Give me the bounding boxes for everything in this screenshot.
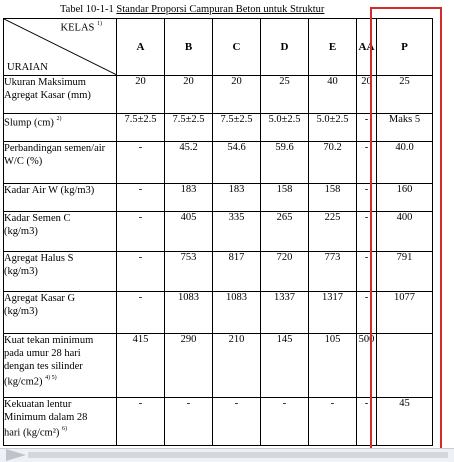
value-cell: -: [357, 252, 377, 292]
row-label: [4, 184, 117, 212]
row-label: [4, 292, 117, 334]
value-cell: 5.0±2.5: [309, 114, 357, 142]
table-row: [4, 334, 433, 398]
kelas-note: 1): [97, 21, 102, 27]
table-row: [4, 76, 433, 114]
value-cell: -: [165, 398, 213, 446]
value-cell: -: [117, 212, 165, 252]
row-label: [4, 142, 117, 184]
value-cell: -: [357, 184, 377, 212]
row-label-line: (kg/m3): [4, 266, 38, 277]
value-cell: -: [117, 252, 165, 292]
value-cell: 25: [377, 76, 433, 114]
value-cell: 70.2: [309, 142, 357, 184]
row-label-line: Kadar Air W (kg/m3): [4, 185, 95, 196]
table-title: [60, 4, 390, 15]
value-cell: 405: [165, 212, 213, 252]
value-cell: 290: [165, 334, 213, 398]
footer-arrow-icon: [6, 449, 26, 461]
value-cell: 7.5±2.5: [213, 114, 261, 142]
value-cell: 1337: [261, 292, 309, 334]
value-cell: 773: [309, 252, 357, 292]
corner-cell: [4, 19, 117, 76]
value-cell: 7.5±2.5: [117, 114, 165, 142]
footer-strip: [28, 452, 448, 458]
mix-proportion-table: [3, 18, 433, 446]
table-body: [4, 76, 433, 446]
value-cell: 160: [377, 184, 433, 212]
value-cell: 210: [213, 334, 261, 398]
table-row: [4, 114, 433, 142]
value-cell: 265: [261, 212, 309, 252]
value-cell: -: [357, 142, 377, 184]
uraian-label: URAIAN: [7, 62, 48, 73]
row-label: [4, 252, 117, 292]
column-header-d: D: [261, 19, 309, 76]
column-header-a: A: [117, 19, 165, 76]
kelas-label: KELAS $^{1)}$: [60, 21, 102, 34]
value-cell: -: [357, 212, 377, 252]
row-label: [4, 334, 117, 398]
row-label-line: (kg/m3): [4, 306, 38, 317]
column-header-b: B: [165, 19, 213, 76]
column-header-c: C: [213, 19, 261, 76]
value-cell: 183: [165, 184, 213, 212]
row-label-line: Ukuran Maksimum: [4, 77, 86, 88]
row-label: [4, 212, 117, 252]
row-label-line: Agregat Kasar (mm): [4, 90, 91, 101]
value-cell: -: [357, 292, 377, 334]
row-label: [4, 114, 117, 142]
table-title-prefix: Tabel 10-1-1: [60, 4, 117, 15]
row-label-line: Agregat Kasar G: [4, 293, 76, 304]
value-cell: 20: [357, 76, 377, 114]
value-cell: 105: [309, 334, 357, 398]
row-label-line: Kuat tekan minimum: [4, 335, 94, 346]
value-cell: 20: [165, 76, 213, 114]
value-cell: -: [357, 398, 377, 446]
value-cell: [377, 334, 433, 398]
value-cell: 20: [117, 76, 165, 114]
value-cell: 415: [117, 334, 165, 398]
value-cell: -: [117, 142, 165, 184]
row-label-line: dengan tes silinder: [4, 361, 83, 372]
value-cell: -: [213, 398, 261, 446]
footnote-marker: 2): [56, 116, 62, 122]
value-cell: 25: [261, 76, 309, 114]
value-cell: 45: [377, 398, 433, 446]
value-cell: 7.5±2.5: [165, 114, 213, 142]
value-cell: -: [117, 184, 165, 212]
value-cell: 59.6: [261, 142, 309, 184]
table-row: [4, 292, 433, 334]
row-label-line: W/C (%): [4, 156, 43, 167]
footnote-marker: 4) 5): [45, 375, 57, 381]
value-cell: -: [357, 114, 377, 142]
value-cell: 791: [377, 252, 433, 292]
table-title-text: Standar Proporsi Campuran Beton untuk Struktur: [116, 4, 325, 15]
row-label-line: (kg/m3): [4, 226, 38, 237]
header-row: [4, 19, 433, 76]
value-cell: 753: [165, 252, 213, 292]
value-cell: Maks 5: [377, 114, 433, 142]
value-cell: -: [309, 398, 357, 446]
table-row: [4, 184, 433, 212]
value-cell: 45.2: [165, 142, 213, 184]
row-label-line: pada umur 28 hari: [4, 348, 81, 359]
column-header-e: E: [309, 19, 357, 76]
row-label-line: hari (kg/cm²): [4, 427, 62, 439]
column-header-p: P: [377, 19, 433, 76]
value-cell: 158: [261, 184, 309, 212]
value-cell: 40: [309, 76, 357, 114]
value-cell: 1077: [377, 292, 433, 334]
column-header-aa: AA: [357, 19, 377, 76]
value-cell: 183: [213, 184, 261, 212]
value-cell: 145: [261, 334, 309, 398]
row-label-line: Kekuatan lentur: [4, 399, 72, 410]
value-cell: 1083: [165, 292, 213, 334]
value-cell: 1317: [309, 292, 357, 334]
table-row: [4, 142, 433, 184]
value-cell: -: [117, 398, 165, 446]
row-label-line: Minimum dalam 28: [4, 412, 88, 423]
value-cell: 720: [261, 252, 309, 292]
value-cell: 40.0: [377, 142, 433, 184]
value-cell: 400: [377, 212, 433, 252]
value-cell: 335: [213, 212, 261, 252]
row-label-line: Kadar Semen C: [4, 213, 71, 224]
value-cell: 817: [213, 252, 261, 292]
row-label-line: (kg/cm2): [4, 376, 46, 388]
value-cell: 54.6: [213, 142, 261, 184]
row-label: [4, 76, 117, 114]
value-cell: 5.0±2.5: [261, 114, 309, 142]
value-cell: -: [117, 292, 165, 334]
value-cell: 1083: [213, 292, 261, 334]
value-cell: 158: [309, 184, 357, 212]
value-cell: -: [261, 398, 309, 446]
value-cell: 500: [357, 334, 377, 398]
value-cell: 20: [213, 76, 261, 114]
table-row: [4, 212, 433, 252]
table-row: [4, 252, 433, 292]
footnote-marker: 6): [61, 426, 67, 432]
row-label-line: Agregat Halus S: [4, 253, 74, 264]
row-label: [4, 398, 117, 446]
row-label-line: Perbandingan semen/air: [4, 143, 106, 154]
table-row: [4, 398, 433, 446]
row-label-line: Slump (cm): [4, 117, 57, 129]
value-cell: 225: [309, 212, 357, 252]
